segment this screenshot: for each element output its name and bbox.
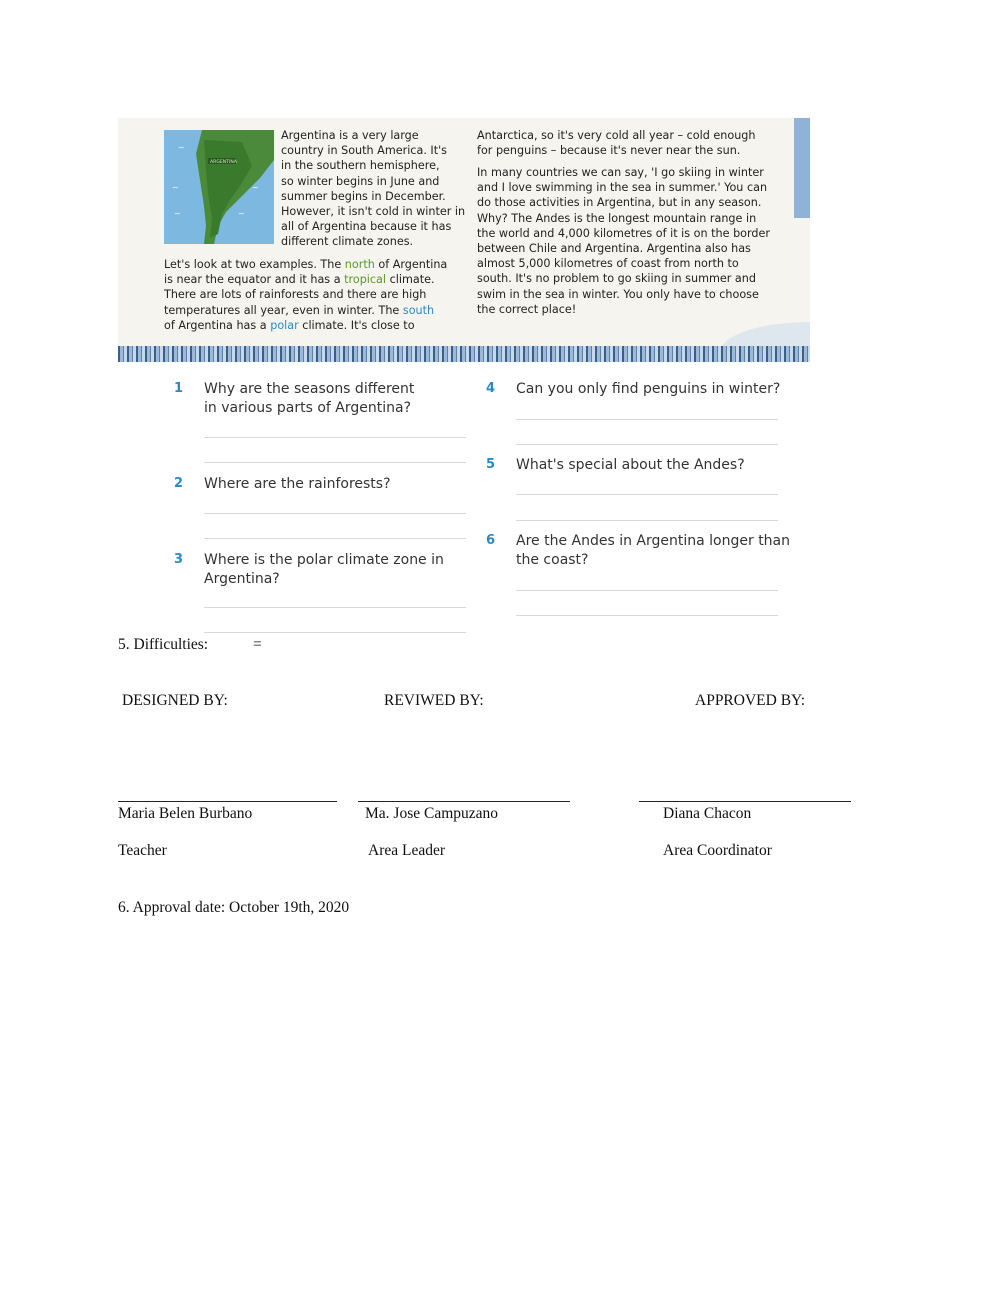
reading-line: almost 5,000 kilometres of coast from north to xyxy=(477,257,739,271)
reading-line: Let's look at two examples. The north of Argentina xyxy=(164,258,448,271)
difficulties-label: 5. Difficulties: xyxy=(118,636,209,653)
reading-line: the world and 4,000 kilometres of it is on the border xyxy=(477,226,771,240)
reading-line: so winter begins in June and xyxy=(281,174,440,188)
reviewed-by-role: Area Leader xyxy=(368,842,446,859)
question-text: Why are the seasons different in various parts of Argentina? xyxy=(204,381,415,416)
question-number: 2 xyxy=(174,476,184,491)
answer-line[interactable] xyxy=(204,632,466,633)
designed-by-name: Maria Belen Burbano xyxy=(118,805,253,822)
reviewed-by-name: Ma. Jose Campuzano xyxy=(365,805,499,822)
reading-line: all of Argentina because it has xyxy=(281,220,452,234)
question-text: What's special about the Andes? xyxy=(516,457,745,473)
reading-line: In many countries we can say, 'I go skiing in winter xyxy=(477,166,764,179)
question-text: Are the Andes in Argentina longer than the coast? xyxy=(516,533,791,568)
approved-by-heading: APPROVED BY: xyxy=(695,692,806,709)
designed-by-heading: DESIGNED BY: xyxy=(122,692,228,709)
question-number: 1 xyxy=(174,381,184,396)
reading-col2-p2 xyxy=(477,165,792,317)
question-text: Where is the polar climate zone in Argentina? xyxy=(204,552,444,587)
reading-paragraph-2 xyxy=(164,257,469,333)
answer-line[interactable] xyxy=(204,513,466,514)
argentina-map xyxy=(164,130,274,244)
svg-text:~: ~ xyxy=(178,143,185,152)
answer-line[interactable] xyxy=(516,520,778,521)
reading-line: Why? The Andes is the longest mountain range in xyxy=(477,211,757,225)
panel-bottom-border xyxy=(118,346,810,362)
reading-line: between Chile and Argentina. Argentina also has xyxy=(477,242,751,256)
panel-side-strip xyxy=(794,118,810,218)
answer-line[interactable] xyxy=(204,538,466,539)
approved-by-role: Area Coordinator xyxy=(663,842,772,859)
svg-text:~: ~ xyxy=(252,183,259,192)
reading-line: country in South America. It's xyxy=(281,144,448,158)
question-number: 5 xyxy=(486,457,496,472)
reading-line: different climate zones. xyxy=(281,235,414,249)
answer-line[interactable] xyxy=(204,607,466,608)
question-text: Where are the rainforests? xyxy=(204,476,391,492)
reviewed-by-heading: REVIWED BY: xyxy=(384,692,484,709)
reading-line: is near the equator and it has a tropical climate. xyxy=(164,273,435,287)
reading-line: in the southern hemisphere, xyxy=(281,159,440,173)
reading-line: swim in the sea in winter. You only have to choose xyxy=(477,287,759,301)
svg-text:~: ~ xyxy=(174,209,181,218)
argentina-map-icon xyxy=(164,130,274,244)
reading-line: of Argentina has a polar climate. It's close to xyxy=(164,318,415,332)
reading-line: do those activities in Argentina, but in any season. xyxy=(477,196,762,210)
map-label: ARGENTINA xyxy=(210,160,237,165)
designed-signature-line xyxy=(118,801,337,802)
answer-line[interactable] xyxy=(516,444,778,445)
reading-line: summer begins in December. xyxy=(281,189,446,203)
reading-intro xyxy=(281,128,471,250)
reading-line: However, it isn't cold in winter in xyxy=(281,205,466,219)
answer-line[interactable] xyxy=(516,419,778,420)
question-number: 4 xyxy=(486,381,496,396)
svg-text:~: ~ xyxy=(238,209,245,218)
reading-col2-p1 xyxy=(477,128,792,158)
reading-line: Antarctica, so it's very cold all year – cold enough xyxy=(477,129,756,142)
reading-line: for penguins – because it's never near the sun. xyxy=(477,144,741,158)
answer-line[interactable] xyxy=(516,615,778,616)
reading-line: and I love swimming in the sea in summer.' You can xyxy=(477,181,768,195)
reviewed-signature-line xyxy=(358,801,570,802)
approval-date: 6. Approval date: October 19th, 2020 xyxy=(118,899,350,916)
reading-line: There are lots of rainforests and there are high xyxy=(164,288,427,302)
answer-line[interactable] xyxy=(516,494,778,495)
reading-line: Argentina is a very large xyxy=(281,129,419,142)
svg-text:~: ~ xyxy=(172,183,179,192)
difficulties-value: = xyxy=(253,636,262,653)
approved-signature-line xyxy=(639,801,851,802)
reading-panel xyxy=(118,118,810,362)
reading-line: south. It's no problem to go skiing in summer and xyxy=(477,272,756,286)
question-number: 6 xyxy=(486,533,496,548)
reading-line: the correct place! xyxy=(477,302,577,316)
question-number: 3 xyxy=(174,552,184,567)
answer-line[interactable] xyxy=(204,462,466,463)
approved-by-name: Diana Chacon xyxy=(663,805,752,822)
question-text: Can you only find penguins in winter? xyxy=(516,381,781,397)
answer-line[interactable] xyxy=(204,437,466,438)
reading-line: temperatures all year, even in winter. The south xyxy=(164,303,435,317)
designed-by-role: Teacher xyxy=(118,842,167,859)
answer-line[interactable] xyxy=(516,590,778,591)
